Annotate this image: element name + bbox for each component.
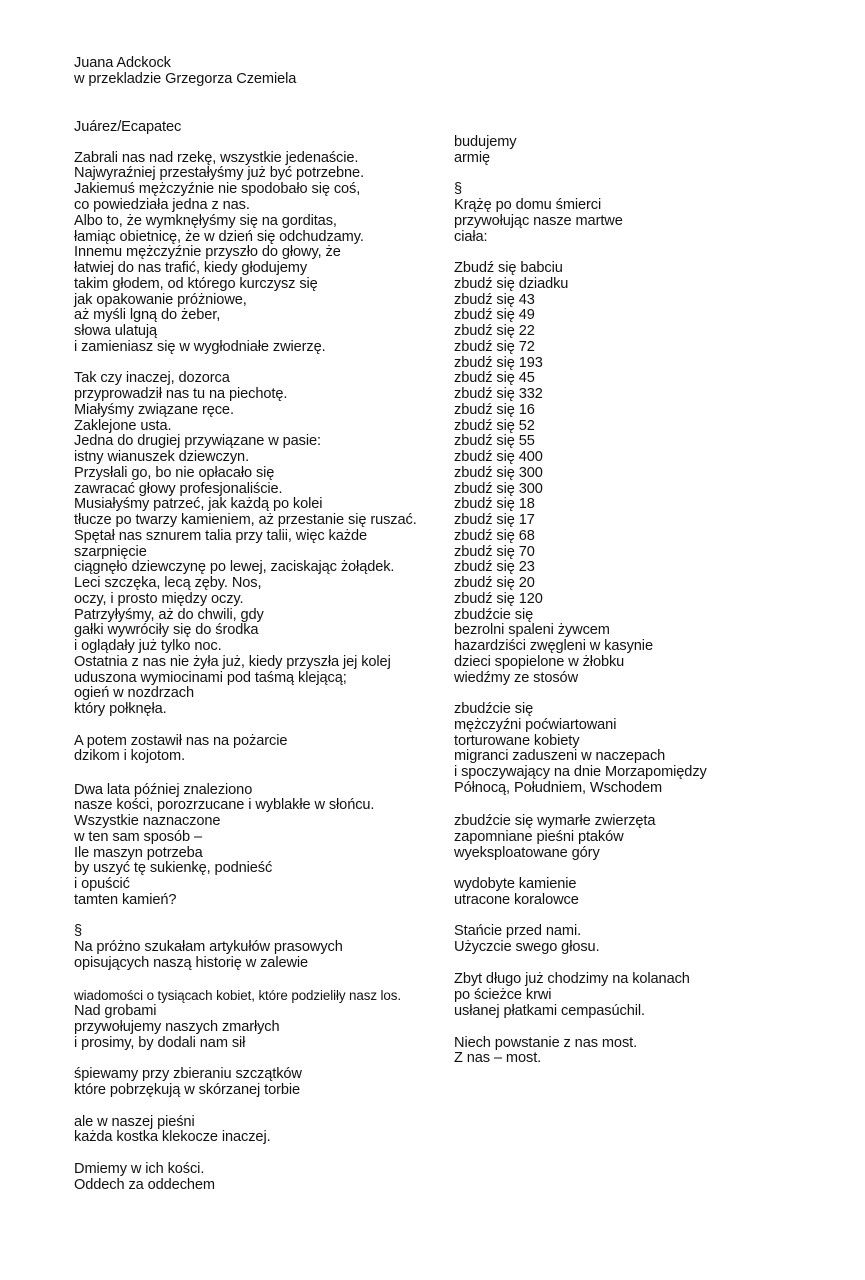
left-column-line: takim głodem, od którego kurczysz się [74,276,318,292]
left-column-line: Leci szczęka, lecą zęby. Nos, [74,575,262,591]
right-column-line: zbudź się 45 [454,370,535,386]
right-column-line: zbudź się 17 [454,512,535,528]
left-column-line: Oddech za oddechem [74,1177,215,1193]
left-column-line: słowa ulatują [74,323,158,339]
left-column-line: uduszona wymiocinami pod taśmą klejącą; [74,670,347,686]
left-column-line: w ten sam sposób – [74,829,202,845]
right-column-line: usłanej płatkami cempasúchil. [454,1003,645,1019]
left-column-line: Ile maszyn potrzeba [74,845,203,861]
left-column-line: Zaklejone usta. [74,418,172,434]
left-column-line: Juana Adckock [74,55,171,71]
right-column-line: Zbyt długo już chodzimy na kolanach [454,971,690,987]
left-column-line: Nad grobami [74,1003,157,1019]
left-column-line: Albo to, że wymknęłyśmy się na gorditas, [74,213,337,229]
right-column-line: zbudź się 300 [454,481,543,497]
right-column-line: zbudź się 68 [454,528,535,544]
right-column-line: bezrolni spaleni żywcem [454,622,610,638]
left-column-line: Ostatnia z nas nie żyła już, kiedy przyszła jej kolej [74,654,391,670]
left-column-line: tłucze po twarzy kamieniem, aż przestanie się ruszać. [74,512,417,528]
left-column-line: ogień w nozdrzach [74,685,194,701]
right-column-line: i spoczywający na dnie Morzapomiędzy [454,764,707,780]
left-column-line: i opuścić [74,876,130,892]
right-column-line: § [454,181,463,197]
right-column-line: dzieci spopielone w żłobku [454,654,625,670]
right-column-line: zbudź się 18 [454,496,535,512]
left-column-line: który połknęła. [74,701,167,717]
left-column-line: opisujących naszą historię w zalewie [74,955,309,971]
left-column-line: ciągnęło dziewczynę po lewej, zaciskając żołądek. [74,559,395,575]
left-column-line: Patrzyłyśmy, aż do chwili, gdy [74,607,264,623]
left-column-line: łamiąc obietnicę, że w dzień się odchudzamy. [74,229,364,245]
right-column-line: zbudź się 43 [454,292,535,308]
left-column-line: wiadomości o tysiącach kobiet, które podzieliły nasz los. [74,988,401,1003]
left-column-line: § [74,923,83,939]
right-column-line: przywołując nasze martwe [454,213,623,229]
left-column-line: oczy, i prosto między oczy. [74,591,244,607]
left-column-line: Tak czy inaczej, dozorca [74,370,230,386]
right-column-line: mężczyźni poćwiartowani [454,717,617,733]
right-column-line: zbudźcie się [454,701,534,717]
right-column-line: zbudź się 72 [454,339,535,355]
right-column-line: torturowane kobiety [454,733,580,749]
left-column-line: Zabrali nas nad rzekę, wszystkie jedenaście. [74,150,359,166]
left-column-line: ale w naszej pieśni [74,1114,195,1130]
right-column-line: utracone koralowce [454,892,579,908]
right-column-line: zbudźcie się wymarłe zwierzęta [454,813,656,829]
right-column-line: zbudź się 400 [454,449,543,465]
right-column-line: zbudź się 55 [454,433,535,449]
left-column-line: które pobrzękują w skórzanej torbie [74,1082,301,1098]
left-column-line: Wszystkie naznaczone [74,813,221,829]
left-column-line: co powiedziała jedna z nas. [74,197,250,213]
right-column-line: zbudź się 193 [454,355,543,371]
right-column-line: migranci zaduszeni w naczepach [454,748,666,764]
left-column-line: przywołujemy naszych zmarłych [74,1019,280,1035]
left-column-line: każda kostka klekocze inaczej. [74,1129,271,1145]
right-column-line: zbudź się 52 [454,418,535,434]
left-column-line: Spętał nas sznurem talia przy talii, więc każde [74,528,367,544]
left-column-line: szarpnięcie [74,544,147,560]
right-column-line: zbudźcie się [454,607,534,623]
right-column-line: zbudź się dziadku [454,276,569,292]
right-column-line: Niech powstanie z nas most. [454,1035,638,1051]
right-column-line: armię [454,150,490,166]
right-column-line: wiedźmy ze stosów [454,670,579,686]
right-column-line: zbudź się 300 [454,465,543,481]
right-column-line: ciała: [454,229,488,245]
right-column-line: zbudź się 20 [454,575,535,591]
left-column-line: Innemu mężczyźnie przyszło do głowy, że [74,244,341,260]
right-column-line: Krążę po domu śmierci [454,197,602,213]
right-column-line: wydobyte kamienie [454,876,577,892]
left-column-line: A potem zostawił nas na pożarcie [74,733,288,749]
left-column-line: jak opakowanie próżniowe, [74,292,247,308]
left-column-line: Na próżno szukałam artykułów prasowych [74,939,343,955]
right-column-line: wyeksploatowane góry [454,845,600,861]
left-column-line: zawracać głowy profesjonaliście. [74,481,283,497]
right-column-line: zbudź się 23 [454,559,535,575]
left-column-line: Juárez/Ecapatec [74,119,182,135]
left-column-line: istny wianuszek dziewczyn. [74,449,250,465]
right-column-line: zbudź się 332 [454,386,543,402]
left-column-line: gałki wywróciły się do środka [74,622,259,638]
right-column-line: zbudź się 22 [454,323,535,339]
right-column-line: zbudź się 16 [454,402,535,418]
right-column-line: Użyczcie swego głosu. [454,939,600,955]
left-column-line: łatwiej do nas trafić, kiedy głodujemy [74,260,308,276]
left-column-line: Najwyraźniej przestałyśmy już być potrzebne. [74,165,365,181]
left-column-line: Musiałyśmy patrzeć, jak każdą po kolei [74,496,323,512]
left-column-line: i zamieniasz się w wygłodniałe zwierzę. [74,339,326,355]
right-column-line: Stańcie przed nami. [454,923,582,939]
right-column-line: Z nas – most. [454,1050,542,1066]
left-column-line: śpiewamy przy zbieraniu szczątków [74,1066,302,1082]
right-column-line: po ścieżce krwi [454,987,552,1003]
right-column-line: zbudź się 70 [454,544,535,560]
right-column-line: zbudź się 120 [454,591,543,607]
left-column-line: Jakiemuś mężczyźnie nie spodobało się coś, [74,181,361,197]
left-column-line: Dmiemy w ich kości. [74,1161,205,1177]
left-column-line: aż myśli lgną do żeber, [74,307,221,323]
left-column-line: dzikom i kojotom. [74,748,186,764]
right-column-line: budujemy [454,134,517,150]
left-column-line: tamten kamień? [74,892,177,908]
left-column-line: przyprowadził nas tu na piechotę. [74,386,288,402]
left-column-line: Dwa lata później znaleziono [74,782,253,798]
left-column-line: i prosimy, by dodali nam sił [74,1035,246,1051]
left-column-line: w przekladzie Grzegorza Czemiela [74,71,297,87]
left-column-line: by uszyć tę sukienkę, podnieść [74,860,273,876]
right-column-line: hazardziści zwęgleni w kasynie [454,638,653,654]
right-column-line: Północą, Południem, Wschodem [454,780,663,796]
left-column-line: Przysłali go, bo nie opłacało się [74,465,275,481]
left-column-line: i oglądały już tylko noc. [74,638,222,654]
right-column-line: zapomniane pieśni ptaków [454,829,624,845]
left-column-line: Jedna do drugiej przywiązane w pasie: [74,433,321,449]
left-column-line: nasze kości, porozrzucane i wyblakłe w słońcu. [74,797,375,813]
right-column-line: zbudź się 49 [454,307,535,323]
left-column-line: Miałyśmy związane ręce. [74,402,234,418]
right-column-line: Zbudź się babciu [454,260,563,276]
